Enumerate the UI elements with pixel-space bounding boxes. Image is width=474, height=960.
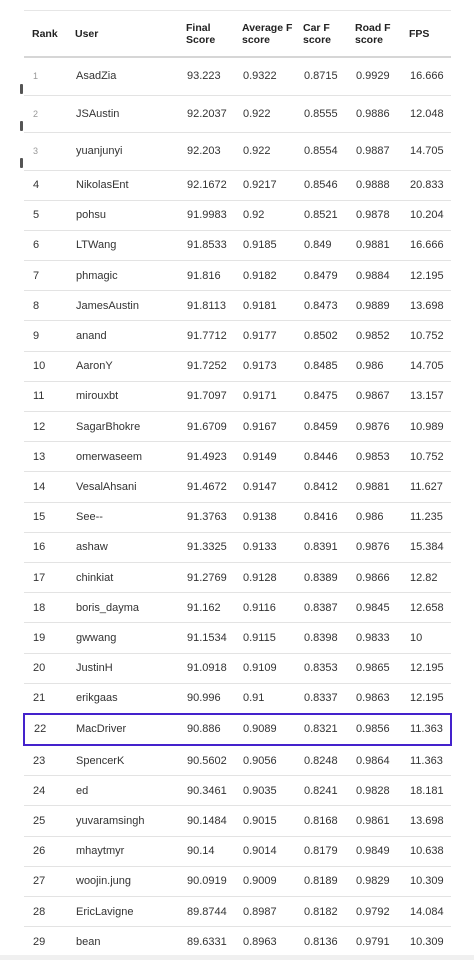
user-cell: ed bbox=[67, 776, 178, 806]
rank-cell: 12 bbox=[24, 412, 67, 442]
average-f-score-cell: 0.9133 bbox=[234, 532, 295, 562]
rank-cell: 13 bbox=[24, 442, 67, 472]
final-score-cell: 91.3325 bbox=[178, 532, 234, 562]
user-cell: JustinH bbox=[67, 653, 178, 683]
fps-cell: 11.363 bbox=[401, 745, 451, 776]
table-row[interactable] bbox=[24, 291, 451, 321]
road-f-score-cell: 0.9886 bbox=[347, 95, 401, 133]
final-score-cell: 91.0918 bbox=[178, 653, 234, 683]
average-f-score-cell: 0.9109 bbox=[234, 653, 295, 683]
fps-cell: 12.195 bbox=[401, 653, 451, 683]
car-f-score-cell: 0.8412 bbox=[295, 472, 347, 502]
average-f-score-cell: 0.9217 bbox=[234, 170, 295, 200]
final-score-cell: 89.6331 bbox=[178, 927, 234, 957]
user-cell: mirouxbt bbox=[67, 381, 178, 411]
user-cell: phmagic bbox=[67, 261, 178, 291]
user-cell: pohsu bbox=[67, 200, 178, 230]
road-f-score-cell: 0.986 bbox=[347, 351, 401, 381]
road-f-score-cell: 0.9833 bbox=[347, 623, 401, 653]
car-f-score-cell: 0.8479 bbox=[295, 261, 347, 291]
user-cell: woojin.jung bbox=[67, 866, 178, 896]
rank-cell: 18 bbox=[24, 593, 67, 623]
car-f-score-cell: 0.8179 bbox=[295, 836, 347, 866]
road-f-score-cell: 0.9856 bbox=[347, 714, 401, 745]
fps-cell: 10.638 bbox=[401, 836, 451, 866]
average-f-score-cell: 0.9116 bbox=[234, 593, 295, 623]
rank-cell: 8 bbox=[24, 291, 67, 321]
car-f-score-cell: 0.8521 bbox=[295, 200, 347, 230]
fps-cell: 12.658 bbox=[401, 593, 451, 623]
final-score-cell: 93.223 bbox=[178, 57, 234, 95]
road-f-score-cell: 0.9829 bbox=[347, 866, 401, 896]
fps-cell: 10.309 bbox=[401, 927, 451, 957]
final-score-cell: 90.886 bbox=[178, 714, 234, 745]
fps-cell: 16.666 bbox=[401, 57, 451, 95]
car-f-score-cell: 0.8475 bbox=[295, 381, 347, 411]
table-row-highlighted[interactable] bbox=[24, 714, 451, 745]
table-row[interactable] bbox=[24, 745, 451, 776]
table-row[interactable] bbox=[24, 502, 451, 532]
rank-cell: 29 bbox=[24, 927, 67, 957]
fps-cell: 14.705 bbox=[401, 351, 451, 381]
rank-cell: 14 bbox=[24, 472, 67, 502]
fps-cell: 11.235 bbox=[401, 502, 451, 532]
average-f-score-cell: 0.9185 bbox=[234, 230, 295, 260]
table-row[interactable] bbox=[24, 200, 451, 230]
average-f-score-cell: 0.9171 bbox=[234, 381, 295, 411]
fps-cell: 12.048 bbox=[401, 95, 451, 133]
average-f-score-cell: 0.9149 bbox=[234, 442, 295, 472]
rank-cell: 25 bbox=[24, 806, 67, 836]
table-row[interactable] bbox=[24, 95, 451, 133]
final-score-cell: 90.1484 bbox=[178, 806, 234, 836]
user-cell: VesalAhsani bbox=[67, 472, 178, 502]
final-score-cell: 90.14 bbox=[178, 836, 234, 866]
average-f-score-cell: 0.9089 bbox=[234, 714, 295, 745]
fps-cell: 13.698 bbox=[401, 291, 451, 321]
rank-cell: 26 bbox=[24, 836, 67, 866]
rank-cell: 9 bbox=[24, 321, 67, 351]
car-f-score-cell: 0.8389 bbox=[295, 562, 347, 592]
final-score-cell: 91.2769 bbox=[178, 562, 234, 592]
average-f-score-cell: 0.9182 bbox=[234, 261, 295, 291]
car-f-score-cell: 0.8189 bbox=[295, 866, 347, 896]
user-cell: EricLavigne bbox=[67, 897, 178, 927]
user-cell: See-- bbox=[67, 502, 178, 532]
table-row[interactable] bbox=[24, 412, 451, 442]
user-cell: SagarBhokre bbox=[67, 412, 178, 442]
fps-cell: 12.82 bbox=[401, 562, 451, 592]
final-score-cell: 91.6709 bbox=[178, 412, 234, 442]
final-score-cell: 91.8533 bbox=[178, 230, 234, 260]
road-f-score-cell: 0.9876 bbox=[347, 412, 401, 442]
car-f-score-cell: 0.8554 bbox=[295, 133, 347, 171]
final-score-cell: 92.2037 bbox=[178, 95, 234, 133]
user-cell: LTWang bbox=[67, 230, 178, 260]
table-row[interactable] bbox=[24, 532, 451, 562]
rank-cell: 7 bbox=[24, 261, 67, 291]
table-row[interactable] bbox=[24, 562, 451, 592]
final-score-cell: 92.203 bbox=[178, 133, 234, 171]
fps-cell: 10.309 bbox=[401, 866, 451, 896]
car-f-score-cell: 0.8485 bbox=[295, 351, 347, 381]
road-f-score-cell: 0.9881 bbox=[347, 230, 401, 260]
fps-cell: 10.752 bbox=[401, 442, 451, 472]
car-f-score-cell: 0.8446 bbox=[295, 442, 347, 472]
road-f-score-cell: 0.9865 bbox=[347, 653, 401, 683]
fps-cell: 10 bbox=[401, 623, 451, 653]
car-f-score-cell: 0.8398 bbox=[295, 623, 347, 653]
table-row[interactable] bbox=[24, 897, 451, 927]
road-f-score-cell: 0.9888 bbox=[347, 170, 401, 200]
fps-cell: 12.195 bbox=[401, 683, 451, 714]
road-f-score-cell: 0.9866 bbox=[347, 562, 401, 592]
road-f-score-cell: 0.9867 bbox=[347, 381, 401, 411]
table-row[interactable] bbox=[24, 653, 451, 683]
rank-cell: 22 bbox=[24, 714, 67, 745]
rank-cell: 11 bbox=[24, 381, 67, 411]
car-f-score-cell: 0.8321 bbox=[295, 714, 347, 745]
user-cell: NikolasEnt bbox=[67, 170, 178, 200]
user-cell: MacDriver bbox=[67, 714, 178, 745]
car-f-score-cell: 0.8337 bbox=[295, 683, 347, 714]
final-score-cell: 91.7712 bbox=[178, 321, 234, 351]
header-road-f-score[interactable]: Road F score bbox=[347, 11, 401, 58]
rank-cell: 19 bbox=[24, 623, 67, 653]
user-cell: AsadZia bbox=[67, 57, 178, 95]
fps-cell: 11.363 bbox=[401, 714, 451, 745]
final-score-cell: 91.816 bbox=[178, 261, 234, 291]
car-f-score-cell: 0.8182 bbox=[295, 897, 347, 927]
user-cell: erikgaas bbox=[67, 683, 178, 714]
average-f-score-cell: 0.9015 bbox=[234, 806, 295, 836]
average-f-score-cell: 0.922 bbox=[234, 95, 295, 133]
average-f-score-cell: 0.8987 bbox=[234, 897, 295, 927]
average-f-score-cell: 0.9035 bbox=[234, 776, 295, 806]
leaderboard-table bbox=[23, 10, 452, 957]
header-rank[interactable]: Rank bbox=[24, 11, 67, 58]
header-fps[interactable]: FPS bbox=[401, 11, 451, 58]
fps-cell: 10.989 bbox=[401, 412, 451, 442]
final-score-cell: 90.996 bbox=[178, 683, 234, 714]
average-f-score-cell: 0.92 bbox=[234, 200, 295, 230]
car-f-score-cell: 0.849 bbox=[295, 230, 347, 260]
car-f-score-cell: 0.8248 bbox=[295, 745, 347, 776]
table-row[interactable] bbox=[24, 133, 451, 171]
rank-cell: 24 bbox=[24, 776, 67, 806]
final-score-cell: 91.7097 bbox=[178, 381, 234, 411]
rank-cell: 10 bbox=[24, 351, 67, 381]
car-f-score-cell: 0.8241 bbox=[295, 776, 347, 806]
user-cell: AaronY bbox=[67, 351, 178, 381]
rank-cell: 21 bbox=[24, 683, 67, 714]
table-row[interactable] bbox=[24, 683, 451, 714]
user-cell: omerwaseem bbox=[67, 442, 178, 472]
user-cell: yuvaramsingh bbox=[67, 806, 178, 836]
road-f-score-cell: 0.9884 bbox=[347, 261, 401, 291]
table-row[interactable] bbox=[24, 230, 451, 260]
average-f-score-cell: 0.9322 bbox=[234, 57, 295, 95]
road-f-score-cell: 0.9791 bbox=[347, 927, 401, 957]
final-score-cell: 91.3763 bbox=[178, 502, 234, 532]
final-score-cell: 91.4923 bbox=[178, 442, 234, 472]
header-user[interactable]: User bbox=[67, 11, 178, 58]
car-f-score-cell: 0.8715 bbox=[295, 57, 347, 95]
final-score-cell: 89.8744 bbox=[178, 897, 234, 927]
road-f-score-cell: 0.9828 bbox=[347, 776, 401, 806]
rank-cell: 20 bbox=[24, 653, 67, 683]
average-f-score-cell: 0.9009 bbox=[234, 866, 295, 896]
average-f-score-cell: 0.9173 bbox=[234, 351, 295, 381]
rank-cell: 16 bbox=[24, 532, 67, 562]
road-f-score-cell: 0.9863 bbox=[347, 683, 401, 714]
table-row[interactable] bbox=[24, 593, 451, 623]
rank-cell: 5 bbox=[24, 200, 67, 230]
average-f-score-cell: 0.8963 bbox=[234, 927, 295, 957]
final-score-cell: 91.9983 bbox=[178, 200, 234, 230]
average-f-score-cell: 0.91 bbox=[234, 683, 295, 714]
rank-cell: 15 bbox=[24, 502, 67, 532]
average-f-score-cell: 0.922 bbox=[234, 133, 295, 171]
road-f-score-cell: 0.9889 bbox=[347, 291, 401, 321]
car-f-score-cell: 0.8353 bbox=[295, 653, 347, 683]
road-f-score-cell: 0.9853 bbox=[347, 442, 401, 472]
table-row[interactable] bbox=[24, 866, 451, 896]
table-header bbox=[24, 11, 451, 58]
fps-cell: 18.181 bbox=[401, 776, 451, 806]
table-row[interactable] bbox=[24, 472, 451, 502]
table-body bbox=[24, 57, 451, 957]
user-cell: mhaytmyr bbox=[67, 836, 178, 866]
road-f-score-cell: 0.9878 bbox=[347, 200, 401, 230]
user-cell: JSAustin bbox=[67, 95, 178, 133]
rank-cell: 27 bbox=[24, 866, 67, 896]
table-row[interactable] bbox=[24, 261, 451, 291]
final-score-cell: 91.4672 bbox=[178, 472, 234, 502]
road-f-score-cell: 0.9881 bbox=[347, 472, 401, 502]
table-row[interactable] bbox=[24, 776, 451, 806]
car-f-score-cell: 0.8459 bbox=[295, 412, 347, 442]
table-row[interactable] bbox=[24, 836, 451, 866]
car-f-score-cell: 0.8502 bbox=[295, 321, 347, 351]
car-f-score-cell: 0.8555 bbox=[295, 95, 347, 133]
fps-cell: 20.833 bbox=[401, 170, 451, 200]
fps-cell: 11.627 bbox=[401, 472, 451, 502]
user-cell: boris_dayma bbox=[67, 593, 178, 623]
average-f-score-cell: 0.9138 bbox=[234, 502, 295, 532]
average-f-score-cell: 0.9167 bbox=[234, 412, 295, 442]
table-row[interactable] bbox=[24, 170, 451, 200]
fps-cell: 12.195 bbox=[401, 261, 451, 291]
car-f-score-cell: 0.8473 bbox=[295, 291, 347, 321]
road-f-score-cell: 0.9852 bbox=[347, 321, 401, 351]
fps-cell: 14.084 bbox=[401, 897, 451, 927]
average-f-score-cell: 0.9115 bbox=[234, 623, 295, 653]
final-score-cell: 90.0919 bbox=[178, 866, 234, 896]
table-row[interactable] bbox=[24, 381, 451, 411]
average-f-score-cell: 0.9177 bbox=[234, 321, 295, 351]
table-row[interactable] bbox=[24, 806, 451, 836]
road-f-score-cell: 0.9876 bbox=[347, 532, 401, 562]
average-f-score-cell: 0.9056 bbox=[234, 745, 295, 776]
car-f-score-cell: 0.8546 bbox=[295, 170, 347, 200]
fps-cell: 13.157 bbox=[401, 381, 451, 411]
horizontal-scrollbar[interactable] bbox=[0, 955, 474, 960]
user-cell: gwwang bbox=[67, 623, 178, 653]
fps-cell: 16.666 bbox=[401, 230, 451, 260]
road-f-score-cell: 0.9864 bbox=[347, 745, 401, 776]
road-f-score-cell: 0.9849 bbox=[347, 836, 401, 866]
rank-cell: 28 bbox=[24, 897, 67, 927]
rank-cell: 2 bbox=[24, 95, 67, 133]
car-f-score-cell: 0.8391 bbox=[295, 532, 347, 562]
average-f-score-cell: 0.9128 bbox=[234, 562, 295, 592]
table-row[interactable] bbox=[24, 321, 451, 351]
final-score-cell: 90.3461 bbox=[178, 776, 234, 806]
final-score-cell: 90.5602 bbox=[178, 745, 234, 776]
rank-cell: 4 bbox=[24, 170, 67, 200]
table-row[interactable] bbox=[24, 623, 451, 653]
car-f-score-cell: 0.8387 bbox=[295, 593, 347, 623]
final-score-cell: 91.1534 bbox=[178, 623, 234, 653]
road-f-score-cell: 0.9792 bbox=[347, 897, 401, 927]
average-f-score-cell: 0.9181 bbox=[234, 291, 295, 321]
user-cell: JamesAustin bbox=[67, 291, 178, 321]
final-score-cell: 91.7252 bbox=[178, 351, 234, 381]
car-f-score-cell: 0.8416 bbox=[295, 502, 347, 532]
road-f-score-cell: 0.986 bbox=[347, 502, 401, 532]
road-f-score-cell: 0.9845 bbox=[347, 593, 401, 623]
rank-cell: 6 bbox=[24, 230, 67, 260]
rank-cell: 23 bbox=[24, 745, 67, 776]
final-score-cell: 91.162 bbox=[178, 593, 234, 623]
car-f-score-cell: 0.8168 bbox=[295, 806, 347, 836]
fps-cell: 13.698 bbox=[401, 806, 451, 836]
user-cell: anand bbox=[67, 321, 178, 351]
table-row[interactable] bbox=[24, 442, 451, 472]
user-cell: SpencerK bbox=[67, 745, 178, 776]
user-cell: ashaw bbox=[67, 532, 178, 562]
final-score-cell: 91.8113 bbox=[178, 291, 234, 321]
road-f-score-cell: 0.9929 bbox=[347, 57, 401, 95]
user-cell: yuanjunyi bbox=[67, 133, 178, 171]
fps-cell: 15.384 bbox=[401, 532, 451, 562]
fps-cell: 10.752 bbox=[401, 321, 451, 351]
header-row bbox=[24, 11, 451, 58]
rank-cell: 3 bbox=[24, 133, 67, 171]
average-f-score-cell: 0.9147 bbox=[234, 472, 295, 502]
header-car-f-score[interactable]: Car F score bbox=[295, 11, 347, 58]
table-row[interactable] bbox=[24, 351, 451, 381]
header-final-score[interactable]: Final Score bbox=[178, 11, 234, 58]
user-cell: bean bbox=[67, 927, 178, 957]
fps-cell: 14.705 bbox=[401, 133, 451, 171]
car-f-score-cell: 0.8136 bbox=[295, 927, 347, 957]
fps-cell: 10.204 bbox=[401, 200, 451, 230]
user-cell: chinkiat bbox=[67, 562, 178, 592]
rank-cell: 17 bbox=[24, 562, 67, 592]
road-f-score-cell: 0.9861 bbox=[347, 806, 401, 836]
road-f-score-cell: 0.9887 bbox=[347, 133, 401, 171]
rank-cell: 1 bbox=[24, 57, 67, 95]
table-row[interactable] bbox=[24, 57, 451, 95]
header-average-f-score[interactable]: Average F score bbox=[234, 11, 295, 58]
final-score-cell: 92.1672 bbox=[178, 170, 234, 200]
table-row[interactable] bbox=[24, 927, 451, 957]
average-f-score-cell: 0.9014 bbox=[234, 836, 295, 866]
